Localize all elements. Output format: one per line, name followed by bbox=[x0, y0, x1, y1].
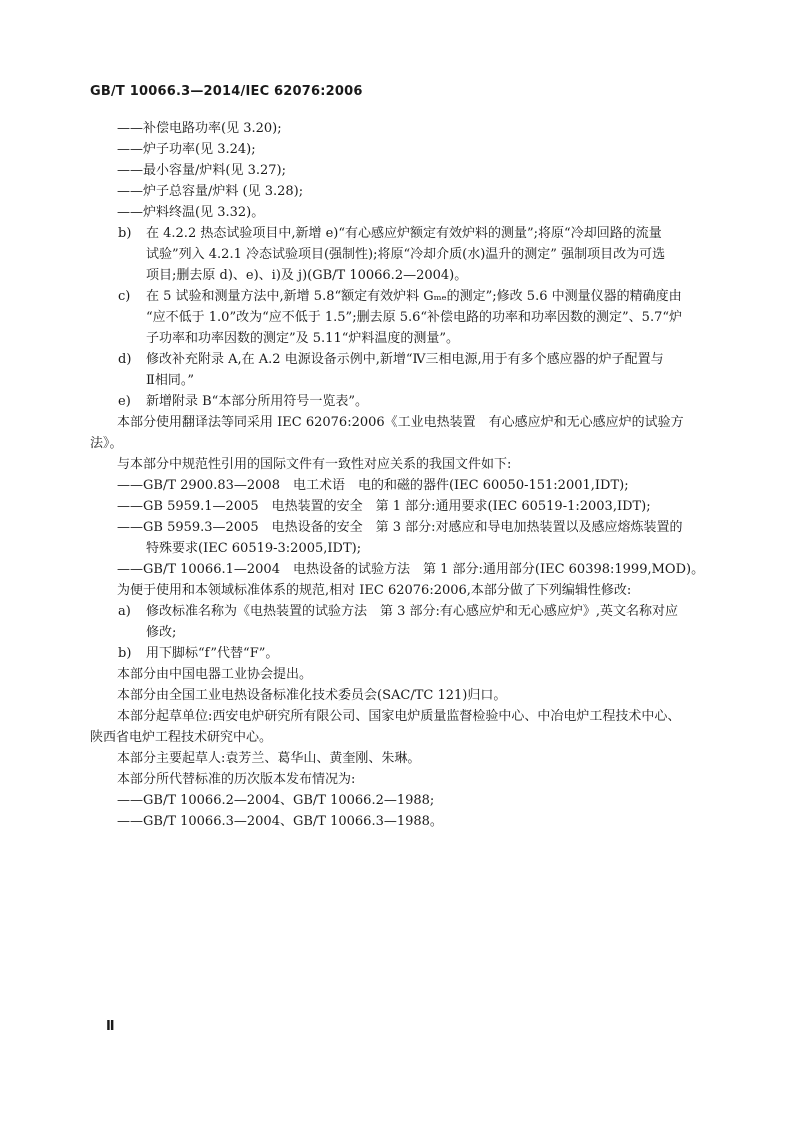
dash-list-line: ——炉子功率(见 3.24); bbox=[117, 142, 256, 157]
dash-list-line: ——GB 5959.1—2005 电热装置的安全 第 1 部分:通用要求(IEC 60519-1:2003,IDT); bbox=[117, 499, 651, 514]
paragraph-continuation: 法》。 bbox=[90, 436, 123, 451]
list-item-text: 新增附录 B“本部分所用符号一览表”。 bbox=[146, 394, 368, 409]
document-body bbox=[0, 118, 794, 832]
list-item bbox=[0, 286, 794, 307]
paragraph-line: 本部分主要起草人:袁芳兰、葛华山、黄奎刚、朱琳。 bbox=[117, 751, 421, 766]
list-item-text: 在 5 试验和测量方法中,新增 5.8“额定有效炉料 Gₘₑ的测定”;修改 5.6 中测量仪器的精确度由 bbox=[146, 289, 682, 304]
list-item-label: b) bbox=[118, 646, 132, 661]
list-item bbox=[0, 391, 794, 412]
list-item-text: 在 4.2.2 热态试验项目中,新增 e)“有心感应炉额定有效炉料的测量”;将原“冷却回路的流量 bbox=[146, 226, 662, 241]
paragraph-line: 本部分由中国电器工业协会提出。 bbox=[117, 667, 313, 682]
dash-list-line: ——炉料终温(见 3.32)。 bbox=[117, 205, 265, 220]
paragraph-line: 本部分使用翻译法等同采用 IEC 62076:2006《工业电热装置 有心感应炉和无心感应炉的试验方 bbox=[117, 415, 684, 430]
paragraph-line: 为便于使用和本领域标准体系的规范,相对 IEC 62076:2006,本部分做了下列编辑性修改: bbox=[117, 583, 632, 598]
list-item-continuation: “应不低于 1.0”改为“应不低于 1.5”;删去原 5.6“补偿电路的功率和功率因数的测定”、5.7“炉 bbox=[146, 310, 682, 325]
list-item-continuation: 项目;删去原 d)、e)、i)及 j)(GB/T 10066.2—2004)。 bbox=[146, 268, 468, 283]
page-number: Ⅱ bbox=[106, 1019, 115, 1034]
dash-list-line: ——炉子总容量/炉料 (见 3.28); bbox=[117, 184, 304, 199]
dash-list-line: ——GB 5959.3—2005 电热设备的安全 第 3 部分:对感应和导电加热装置以及感应熔炼装置的 bbox=[117, 520, 683, 535]
dash-list-continuation: 特殊要求(IEC 60519-3:2005,IDT); bbox=[146, 541, 362, 556]
list-item bbox=[0, 601, 794, 622]
list-item-text: 修改补充附录 A,在 A.2 电源设备示例中,新增“Ⅳ三相电源,用于有多个感应器的炉子配置与 bbox=[146, 352, 664, 367]
dash-list-line: ——补偿电路功率(见 3.20); bbox=[117, 121, 282, 136]
paragraph-line: 本部分由全国工业电热设备标准化技术委员会(SAC/TC 121)归口。 bbox=[117, 688, 507, 703]
paragraph-continuation: 陕西省电炉工程技术研究中心。 bbox=[90, 730, 273, 745]
dash-list-line: ——GB/T 2900.83—2008 电工术语 电的和磁的器件(IEC 60050-151:2001,IDT); bbox=[117, 478, 629, 493]
list-item bbox=[0, 643, 794, 664]
list-item-continuation: 子功率和功率因数的测定”及 5.11“炉料温度的测量”。 bbox=[146, 331, 460, 346]
list-item-continuation: Ⅱ相同。” bbox=[146, 373, 194, 388]
dash-list-line: ——GB/T 10066.2—2004、GB/T 10066.2—1988; bbox=[117, 793, 435, 808]
standard-code-header: GB/T 10066.3—2014/IEC 62076:2006 bbox=[90, 84, 363, 99]
paragraph-line: 与本部分中规范性引用的国际文件有一致性对应关系的我国文件如下: bbox=[117, 457, 512, 472]
list-item-label: b) bbox=[118, 226, 132, 241]
dash-list-line: ——最小容量/炉料(见 3.27); bbox=[117, 163, 286, 178]
list-item-continuation: 修改; bbox=[146, 625, 177, 640]
list-item-text: 修改标准名称为《电热装置的试验方法 第 3 部分:有心感应炉和无心感应炉》,英文名称对应 bbox=[146, 604, 679, 619]
list-item bbox=[0, 349, 794, 370]
list-item-label: e) bbox=[118, 394, 131, 409]
dash-list-line: ——GB/T 10066.1—2004 电热设备的试验方法 第 1 部分:通用部分(IEC 60398:1999,MOD)。 bbox=[117, 562, 705, 577]
list-item-label: a) bbox=[118, 604, 131, 619]
paragraph-line: 本部分所代替标准的历次版本发布情况为: bbox=[117, 772, 356, 787]
list-item bbox=[0, 223, 794, 244]
list-item-label: d) bbox=[118, 352, 132, 367]
list-item-label: c) bbox=[118, 289, 131, 304]
dash-list-line: ——GB/T 10066.3—2004、GB/T 10066.3—1988。 bbox=[117, 814, 443, 829]
list-item-text: 用下脚标“f”代替“F”。 bbox=[146, 646, 279, 661]
paragraph-line: 本部分起草单位:西安电炉研究所有限公司、国家电炉质量监督检验中心、中冶电炉工程技术中心、 bbox=[117, 709, 681, 724]
list-item-continuation: 试验”列入 4.2.1 冷态试验项目(强制性);将原“冷却介质(水)温升的测定” 强制项目改为可选 bbox=[146, 247, 666, 262]
